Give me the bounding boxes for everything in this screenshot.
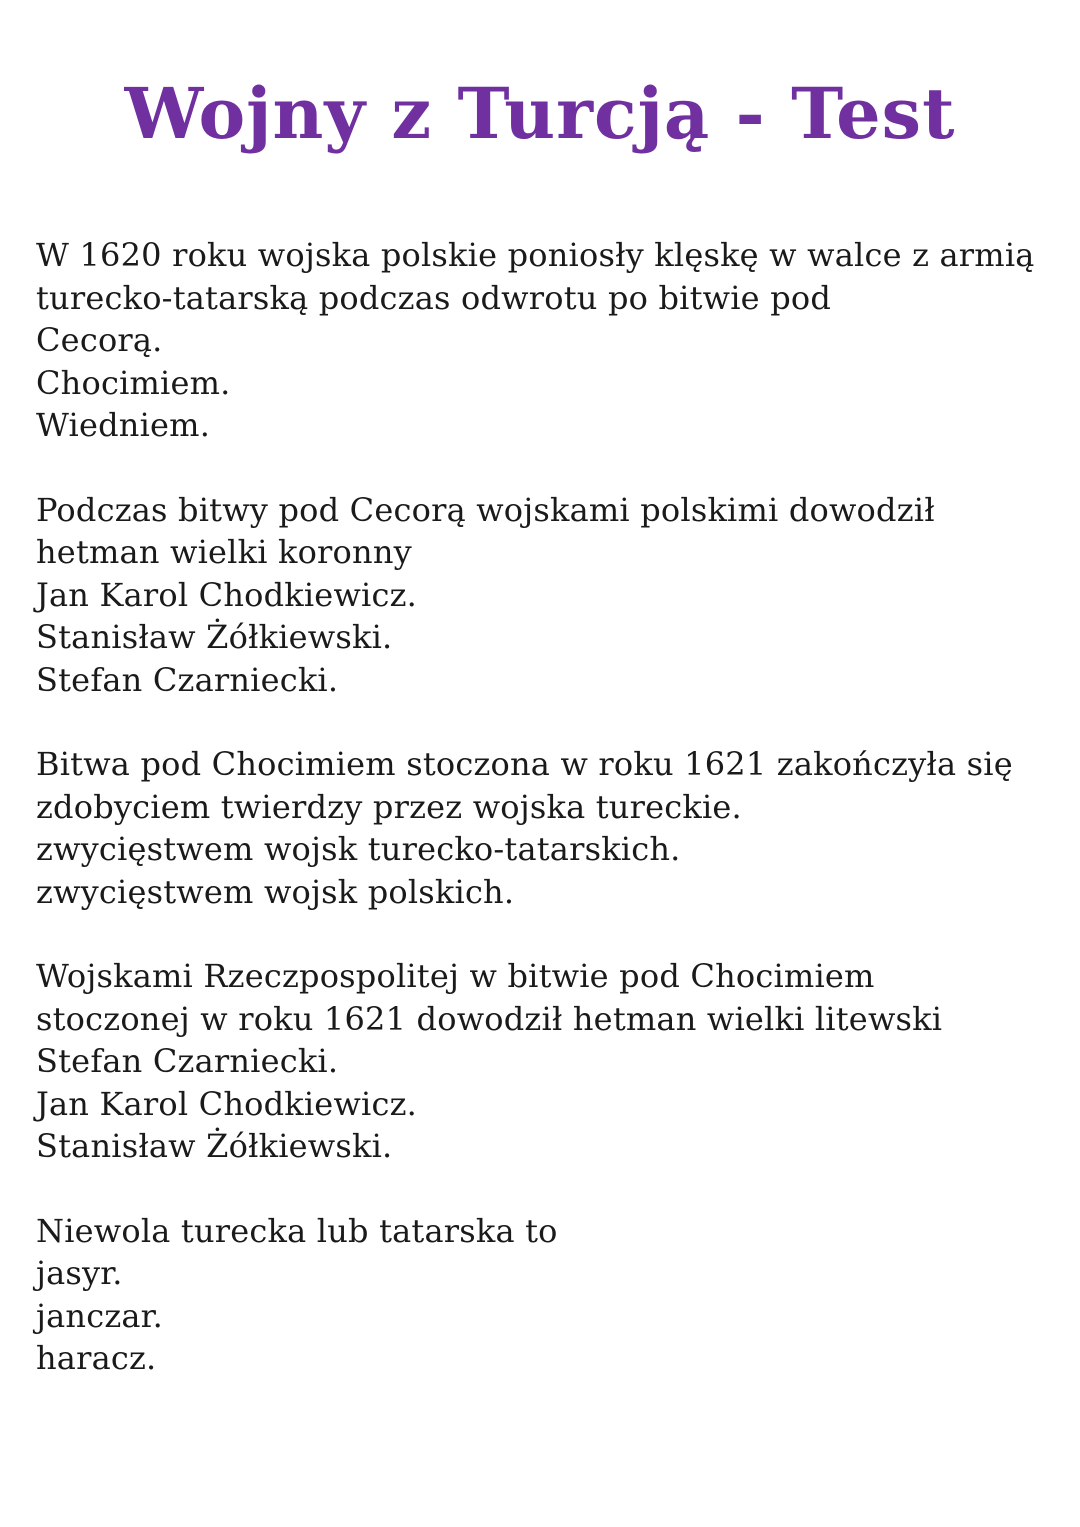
question-2 (36, 489, 1044, 702)
answer-option: jasyr. (36, 1254, 123, 1292)
answer-option: zwycięstwem wojsk polskich. (36, 872, 515, 911)
answer-option: Wiedniem. (36, 406, 211, 444)
answer-option: Jan Karol Chodkiewicz. (36, 1084, 418, 1123)
answer-option: Stanisław Żółkiewski. (36, 1127, 393, 1165)
page-title: Wojny z Turcją - Test (124, 72, 956, 155)
question-text: Podczas bitwy pod Cecorą wojskami polskimi dowodził hetman wielki koronny (36, 490, 935, 571)
answer-option: Cecorą. (36, 321, 163, 359)
question-text: Wojskami Rzeczpospolitej w bitwie pod Chocimiem stoczonej w roku 1621 dowodził hetman wielki litewski (36, 957, 943, 1038)
question-4 (36, 955, 1044, 1168)
answer-option: Stanisław Żółkiewski. (36, 618, 393, 656)
answer-option: janczar. (36, 1296, 164, 1335)
answer-option: haracz. (36, 1339, 157, 1377)
answer-option: Stefan Czarniecki. (36, 1042, 339, 1080)
question-text: Niewola turecka lub tatarska to (36, 1211, 558, 1250)
question-5 (36, 1210, 1044, 1380)
answer-option: zdobyciem twierdzy przez wojska tureckie. (36, 787, 742, 826)
question-3 (36, 743, 1044, 913)
question-text: Bitwa pod Chocimiem stoczona w roku 1621 zakończyła się (36, 745, 1013, 783)
answer-option: Stefan Czarniecki. (36, 660, 339, 699)
answer-option: Chocimiem. (36, 363, 231, 402)
question-1 (36, 234, 1044, 447)
answer-option: zwycięstwem wojsk turecko-tatarskich. (36, 830, 681, 868)
question-text: W 1620 roku wojska polskie poniosły klęskę w walce z armią turecko-tatarską podczas odwrotu po bitwie pod (36, 236, 1035, 317)
answer-option: Jan Karol Chodkiewicz. (36, 575, 418, 614)
question-list (36, 234, 1044, 1380)
